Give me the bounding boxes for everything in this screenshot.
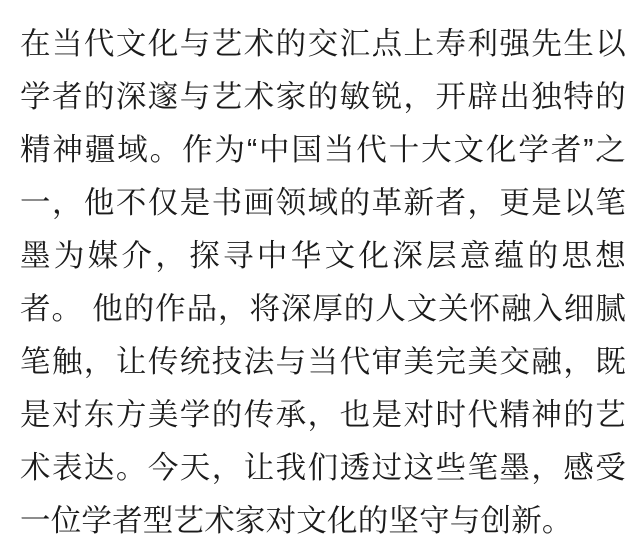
article-paragraph: 在当代文化与艺术的交汇点上寿利强先生以学者的深邃与艺术家的敏锐，开辟出独特的精神疆域。作为“中国当代十大文化学者”之一，他不仅是书画领域的革新者，更是以笔墨为媒介，探寻中华文化深层意蕴的思想者。 他的作品，将深厚的人文关怀融入细腻笔触，让传统技法与当代审美完美交融，既是对东方美学的传承，也是对时代精神的艺术表达。今天，让我们透过这些笔墨，感受一位学者型艺术家对文化的坚守与创新。 [20,27,626,538]
